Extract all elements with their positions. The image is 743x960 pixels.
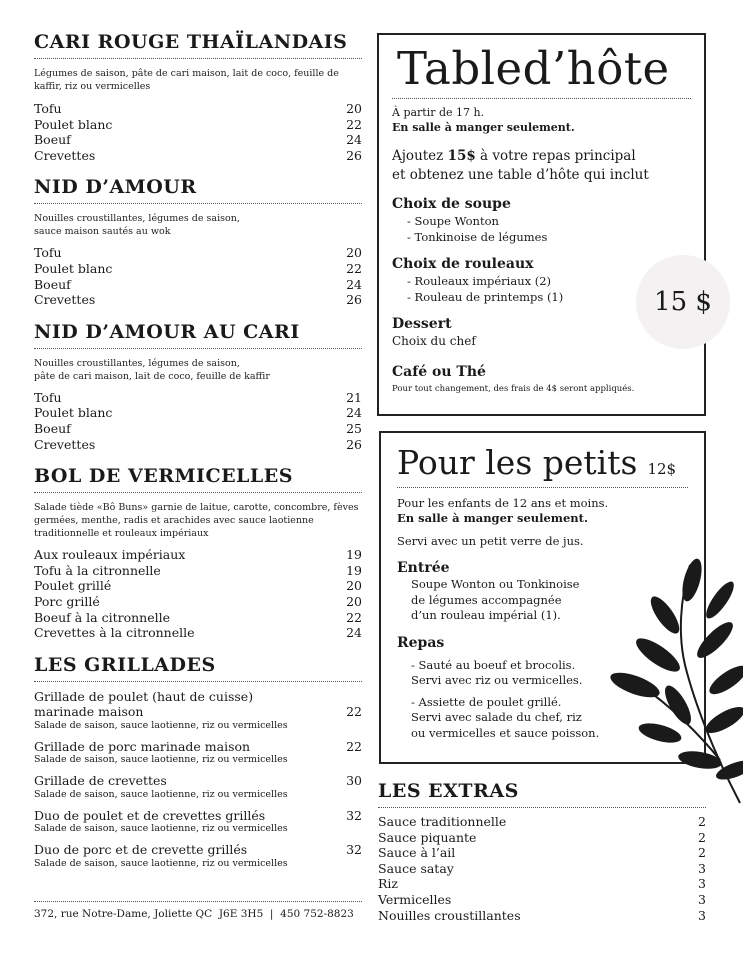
menu-item <box>34 578 362 594</box>
menu-item <box>34 117 362 133</box>
item-name: marinade maison <box>34 704 144 720</box>
menu-item <box>34 610 362 626</box>
divider <box>397 487 688 488</box>
section-title: BOL DE VERMICELLES <box>34 465 293 488</box>
item-name: Tofu à la citronnelle <box>34 562 161 578</box>
footer-address: 372, rue Notre-Dame, Joliette QC J6E 3H5 | 450 752-8823 <box>34 908 354 920</box>
kids-age-text: Pour les enfants de 12 ans et moins. <box>397 496 609 510</box>
section-description: Salade tiède «Bô Buns» garnie de laitue, carotte, concombre, fèves germées, menthe, radis et arachides avec sauce laotienne traditionnelle et rouleaux impériaux <box>34 502 359 540</box>
item-name: Sauce piquante <box>378 829 477 845</box>
item-price: 26 <box>346 147 362 163</box>
item-description: Salade de saison, sauce laotienne, riz ou vermicelles <box>34 857 288 869</box>
item-name: Boeuf <box>34 132 71 148</box>
item-name: Sauce satay <box>378 860 454 876</box>
section-title: LES GRILLADES <box>34 653 216 676</box>
cafe-heading: Café ou Thé <box>392 364 486 380</box>
item-name: Tofu <box>34 389 62 405</box>
offer-price: 15$ <box>447 148 476 164</box>
item-name: Boeuf à la citronnelle <box>34 609 171 625</box>
kids-title-row <box>397 443 688 483</box>
roll-option: - Rouleau de printemps (1) <box>407 290 564 304</box>
section-nid-amour <box>34 175 362 307</box>
roll-option: - Rouleaux impériaux (2) <box>407 274 552 288</box>
menu-item <box>34 625 362 641</box>
item-price: 3 <box>698 891 706 907</box>
item-price: 2 <box>698 814 706 829</box>
onsite-text: En salle à manger seulement. <box>397 511 588 525</box>
offer-suffix: à votre repas principal <box>475 148 636 164</box>
divider <box>392 98 691 99</box>
extra-item <box>378 908 706 924</box>
item-name: Crevettes <box>34 436 96 452</box>
repas-line: ou vermicelles et sauce poisson. <box>411 725 600 740</box>
entree-line: de légumes accompagnée <box>411 592 562 607</box>
section-bol-vermicelles <box>34 464 362 641</box>
change-fee-note: Pour tout changement, des frais de 4$ seront appliqués. <box>392 384 635 394</box>
section-title: LES EXTRAS <box>378 780 519 802</box>
item-price: 20 <box>346 101 362 116</box>
rolls-heading: Choix de rouleaux <box>392 256 534 272</box>
item-price: 22 <box>346 738 362 754</box>
offer-line: et obtenez une table d’hôte qui inclut <box>392 167 649 183</box>
section-grillades <box>34 653 362 870</box>
item-price: 26 <box>346 436 362 452</box>
section-description-line: pâte de cari maison, lait de coco, feuille de kaffir <box>34 370 270 382</box>
item-price: 3 <box>698 876 706 892</box>
divider <box>34 492 362 493</box>
extra-item <box>378 861 706 877</box>
extra-item <box>378 876 706 892</box>
menu-item <box>34 148 362 164</box>
section-description: Légumes de saison, pâte de cari maison, lait de coco, feuille de kaffir, riz ou vermicelles <box>34 68 339 92</box>
item-price: 32 <box>346 842 362 858</box>
section-cari-rouge <box>34 30 362 163</box>
menu-item <box>34 547 362 563</box>
divider <box>34 203 362 204</box>
menu-item <box>34 842 362 870</box>
menu-item <box>34 808 362 836</box>
tabledhote-title: Tabled’hôte <box>397 42 670 95</box>
divider <box>34 58 362 59</box>
menu-item <box>34 245 362 261</box>
item-price: 25 <box>346 420 362 436</box>
item-price: 24 <box>346 132 362 148</box>
repas-line: - Assiette de poulet grillé. <box>411 694 562 709</box>
kids-title: Pour les petits <box>397 443 638 482</box>
repas-line: - Sauté au boeuf et brocolis. <box>411 657 576 672</box>
item-price: 3 <box>698 907 706 923</box>
kids-price: 12$ <box>647 460 677 478</box>
divider <box>34 681 362 682</box>
item-name: Duo de poulet et de crevettes grillés <box>34 807 266 823</box>
soup-option: - Tonkinoise de légumes <box>407 230 548 244</box>
entree-heading: Entrée <box>397 560 450 576</box>
item-price: 20 <box>346 593 362 609</box>
item-name: Crevettes <box>34 292 96 308</box>
section-title: NID D’AMOUR <box>34 176 197 199</box>
menu-item <box>34 390 362 406</box>
section-description-line: Nouilles croustillantes, légumes de saison, <box>34 357 240 369</box>
item-name: Aux rouleaux impériaux <box>34 547 186 563</box>
menu-item <box>34 563 362 579</box>
item-name: Crevettes à la citronnelle <box>34 625 195 641</box>
item-price: 22 <box>346 116 362 132</box>
item-name: Poulet blanc <box>34 260 113 276</box>
price-list <box>34 101 362 163</box>
item-name: Boeuf <box>34 276 71 292</box>
juice-text: Servi avec un petit verre de jus. <box>397 534 584 548</box>
onsite-text: En salle à manger seulement. <box>392 121 575 134</box>
left-column <box>34 30 362 877</box>
menu-item <box>34 739 362 767</box>
item-price: 21 <box>346 389 362 405</box>
item-price: 24 <box>346 405 362 421</box>
item-description: Salade de saison, sauce laotienne, riz ou vermicelles <box>34 754 288 766</box>
section-title: CARI ROUGE THAÏLANDAIS <box>34 31 348 53</box>
section-description-line: Nouilles croustillantes, légumes de saison, <box>34 213 240 225</box>
offer-text <box>392 147 691 185</box>
entree-line: d’un rouleau impérial (1). <box>411 608 561 622</box>
item-description: Salade de saison, sauce laotienne, riz ou vermicelles <box>34 719 288 731</box>
menu-item <box>34 292 362 308</box>
item-name: Crevettes <box>34 147 96 163</box>
item-price: 3 <box>698 860 706 876</box>
item-name: Poulet blanc <box>34 405 113 421</box>
section-extras <box>378 779 706 923</box>
price-badge: 15 $ <box>636 255 730 349</box>
offer-prefix: Ajoutez <box>392 148 448 164</box>
item-name: Vermicelles <box>378 891 452 907</box>
extra-item <box>378 892 706 908</box>
offer-line <box>392 147 691 166</box>
item-name: Sauce traditionnelle <box>378 814 507 829</box>
item-price: 19 <box>346 547 362 563</box>
item-name-line <box>34 704 362 720</box>
soup-option: - Soupe Wonton <box>407 214 499 228</box>
menu-item <box>34 421 362 437</box>
item-name: Nouilles croustillantes <box>378 907 521 923</box>
item-name: Tofu <box>34 101 62 116</box>
soup-heading: Choix de soupe <box>392 196 511 212</box>
repas-heading: Repas <box>397 634 445 651</box>
item-price: 30 <box>346 773 362 789</box>
menu-item <box>34 773 362 801</box>
section-description-line: sauce maison sautés au wok <box>34 226 171 238</box>
extra-item <box>378 845 706 861</box>
divider <box>34 348 362 349</box>
menu-item <box>34 405 362 421</box>
item-description: Salade de saison, sauce laotienne, riz ou vermicelles <box>34 823 288 835</box>
item-description: Salade de saison, sauce laotienne, riz ou vermicelles <box>34 788 288 800</box>
menu-item <box>34 689 362 732</box>
item-name: Duo de porc et de crevette grillés <box>34 842 248 858</box>
item-name: Poulet grillé <box>34 578 112 594</box>
item-price: 20 <box>346 245 362 261</box>
menu-item <box>34 261 362 277</box>
item-price: 2 <box>698 829 706 845</box>
item-name: Riz <box>378 876 398 892</box>
hours-text: À partir de 17 h. <box>392 106 485 119</box>
item-price: 22 <box>346 609 362 625</box>
item-price: 19 <box>346 562 362 578</box>
dessert-heading: Dessert <box>392 316 452 332</box>
leaf-branch-decoration <box>600 555 743 805</box>
dessert-text: Choix du chef <box>392 334 476 348</box>
item-name: Grillade de poulet (haut de cuisse) <box>34 688 254 704</box>
item-name: Grillade de porc marinade maison <box>34 738 251 754</box>
item-price: 2 <box>698 845 706 861</box>
item-price: 22 <box>346 260 362 276</box>
menu-item <box>34 594 362 610</box>
item-name-line <box>34 689 362 705</box>
repas-line: Servi avec riz ou vermicelles. <box>411 673 583 687</box>
item-price: 26 <box>346 292 362 308</box>
entree-line: Soupe Wonton ou Tonkinoise <box>411 577 580 591</box>
item-name: Sauce à l’ail <box>378 845 456 861</box>
menu-item <box>34 132 362 148</box>
item-price: 24 <box>346 625 362 641</box>
item-name: Tofu <box>34 245 62 261</box>
menu-item <box>34 437 362 453</box>
section-title: NID D’AMOUR AU CARI <box>34 320 300 343</box>
divider <box>378 807 706 808</box>
menu-item <box>34 277 362 293</box>
item-price: 20 <box>346 578 362 594</box>
item-name: Poulet blanc <box>34 116 113 132</box>
item-name: Boeuf <box>34 420 71 436</box>
item-price: 22 <box>346 704 362 720</box>
item-name: Porc grillé <box>34 593 100 609</box>
item-price: 32 <box>346 807 362 823</box>
repas-line: Servi avec salade du chef, riz <box>411 710 582 724</box>
item-price: 24 <box>346 276 362 292</box>
tabledhote-box <box>377 33 706 416</box>
section-nid-amour-cari <box>34 320 362 452</box>
footer-divider <box>34 901 362 902</box>
item-name: Grillade de crevettes <box>34 773 167 789</box>
menu-item <box>34 101 362 117</box>
extra-item <box>378 830 706 846</box>
extra-item <box>378 814 706 830</box>
